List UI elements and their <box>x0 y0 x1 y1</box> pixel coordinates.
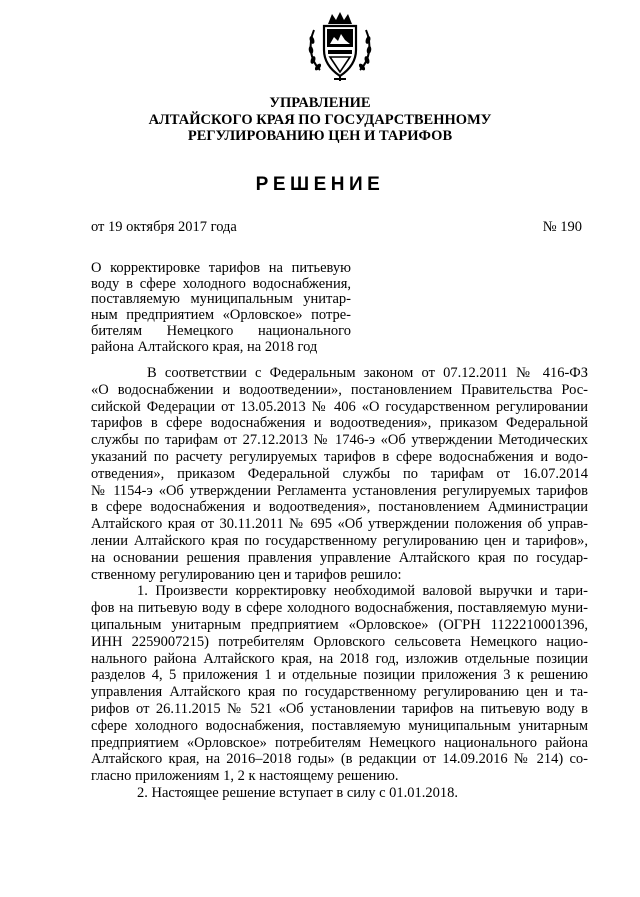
body-line: 1. Произвести корректировку необходимой валовой выручки и тари- <box>137 583 588 600</box>
body-line: нального района Алтайского края, на 2018 год, изложив отдельные позиции <box>91 650 588 667</box>
body-line: Алтайского края, на 2016–2018 годы» (в редакции от 14.09.2016 № 214) со- <box>91 751 588 768</box>
agency-line: РЕГУЛИРОВАНИЮ ЦЕН И ТАРИФОВ <box>187 128 453 144</box>
body-line: тарифов в сфере водоснабжения и водоотведения», приказом Федеральной <box>91 415 588 432</box>
subject-line: бителям Немецкого национального <box>91 322 351 339</box>
body-line: гласно приложениям 1, 2 к настоящему решению. <box>91 768 399 785</box>
subject-line: района Алтайского края, на 2018 год <box>91 338 318 355</box>
body-line: Алтайского края от 30.11.2011 № 695 «Об утверждении положения об управ- <box>91 516 588 533</box>
subject-line: О корректировке тарифов на питьевую <box>91 260 351 276</box>
body-line: указаний по расчету регулируемых тарифов в сфере водоснабжения и водо- <box>91 448 588 465</box>
body-line: ИНН 2259007215) потребителям Орловского сельсовета Немецкого нацио- <box>91 633 588 650</box>
issuing-agency <box>0 95 640 145</box>
body-line: № 1154-э «Об утверждении Регламента установления регулируемых тарифов <box>91 482 588 499</box>
body-line: рифов от 26.11.2015 № 521 «Об установлении тарифов на питьевую воду в <box>91 700 588 717</box>
body-line: фов на питьевую воду в сфере холодного водоснабжения, поставляемую муни- <box>91 600 588 617</box>
body-line: сийской Федерации от 13.05.2013 № 406 «О государственном регулировании <box>91 398 588 415</box>
body-line: в сфере водоснабжения и водоотведения», постановлением Администрации <box>91 499 588 516</box>
body-line: «О водоснабжении и водоотведении», постановлением Правительства Рос- <box>91 381 588 398</box>
body-line: службы по тарифам от 27.12.2013 № 1746-э «Об утверждении Методических <box>91 432 588 449</box>
body-line: разделов 4, 5 приложения 1 и отдельные позиции приложения 3 к решению <box>91 667 588 684</box>
subject-line: воду в сфере холодного водоснабжения, <box>91 275 351 292</box>
body-line: на основании решения правления управление Алтайского края по государ- <box>91 549 588 566</box>
subject-line: поставляемую муниципальным унитар- <box>91 291 351 308</box>
body-line: предприятием «Орловское» потребителям Немецкого национального района <box>91 734 588 751</box>
body-line: ципальным унитарным предприятием «Орловское» (ОГРН 1122210001396, <box>91 616 588 633</box>
document-number: № 190 <box>542 219 582 235</box>
document-date: от 19 октября 2017 года <box>91 219 237 235</box>
coat-of-arms-icon <box>306 10 374 82</box>
agency-line: УПРАВЛЕНИЕ <box>269 95 371 111</box>
body-line: ственному регулированию цен и тарифов решило: <box>91 566 402 583</box>
agency-line: АЛТАЙСКОГО КРАЯ ПО ГОСУДАРСТВЕННОМУ <box>148 111 492 128</box>
body-line: управления Алтайского края по государственному регулированию цен и та- <box>91 684 588 701</box>
body-line: В соответствии с Федеральным законом от 07.12.2011 № 416-ФЗ <box>147 365 588 381</box>
body-line: отведения», приказом Федеральной службы по тарифам от 16.07.2014 <box>91 465 588 482</box>
subject-line: ным предприятием «Орловское» потре- <box>91 307 351 324</box>
body-line: сфере холодного водоснабжения, поставляемую муниципальным унитарным <box>91 717 588 734</box>
body-line: лении Алтайского края по государственному регулированию цен и тарифов», <box>91 532 588 549</box>
document-subject <box>91 261 351 355</box>
document-title: РЕШЕНИЕ <box>255 174 385 195</box>
body-line: 2. Настоящее решение вступает в силу с 01.01.2018. <box>137 784 459 801</box>
document-body <box>91 365 588 802</box>
